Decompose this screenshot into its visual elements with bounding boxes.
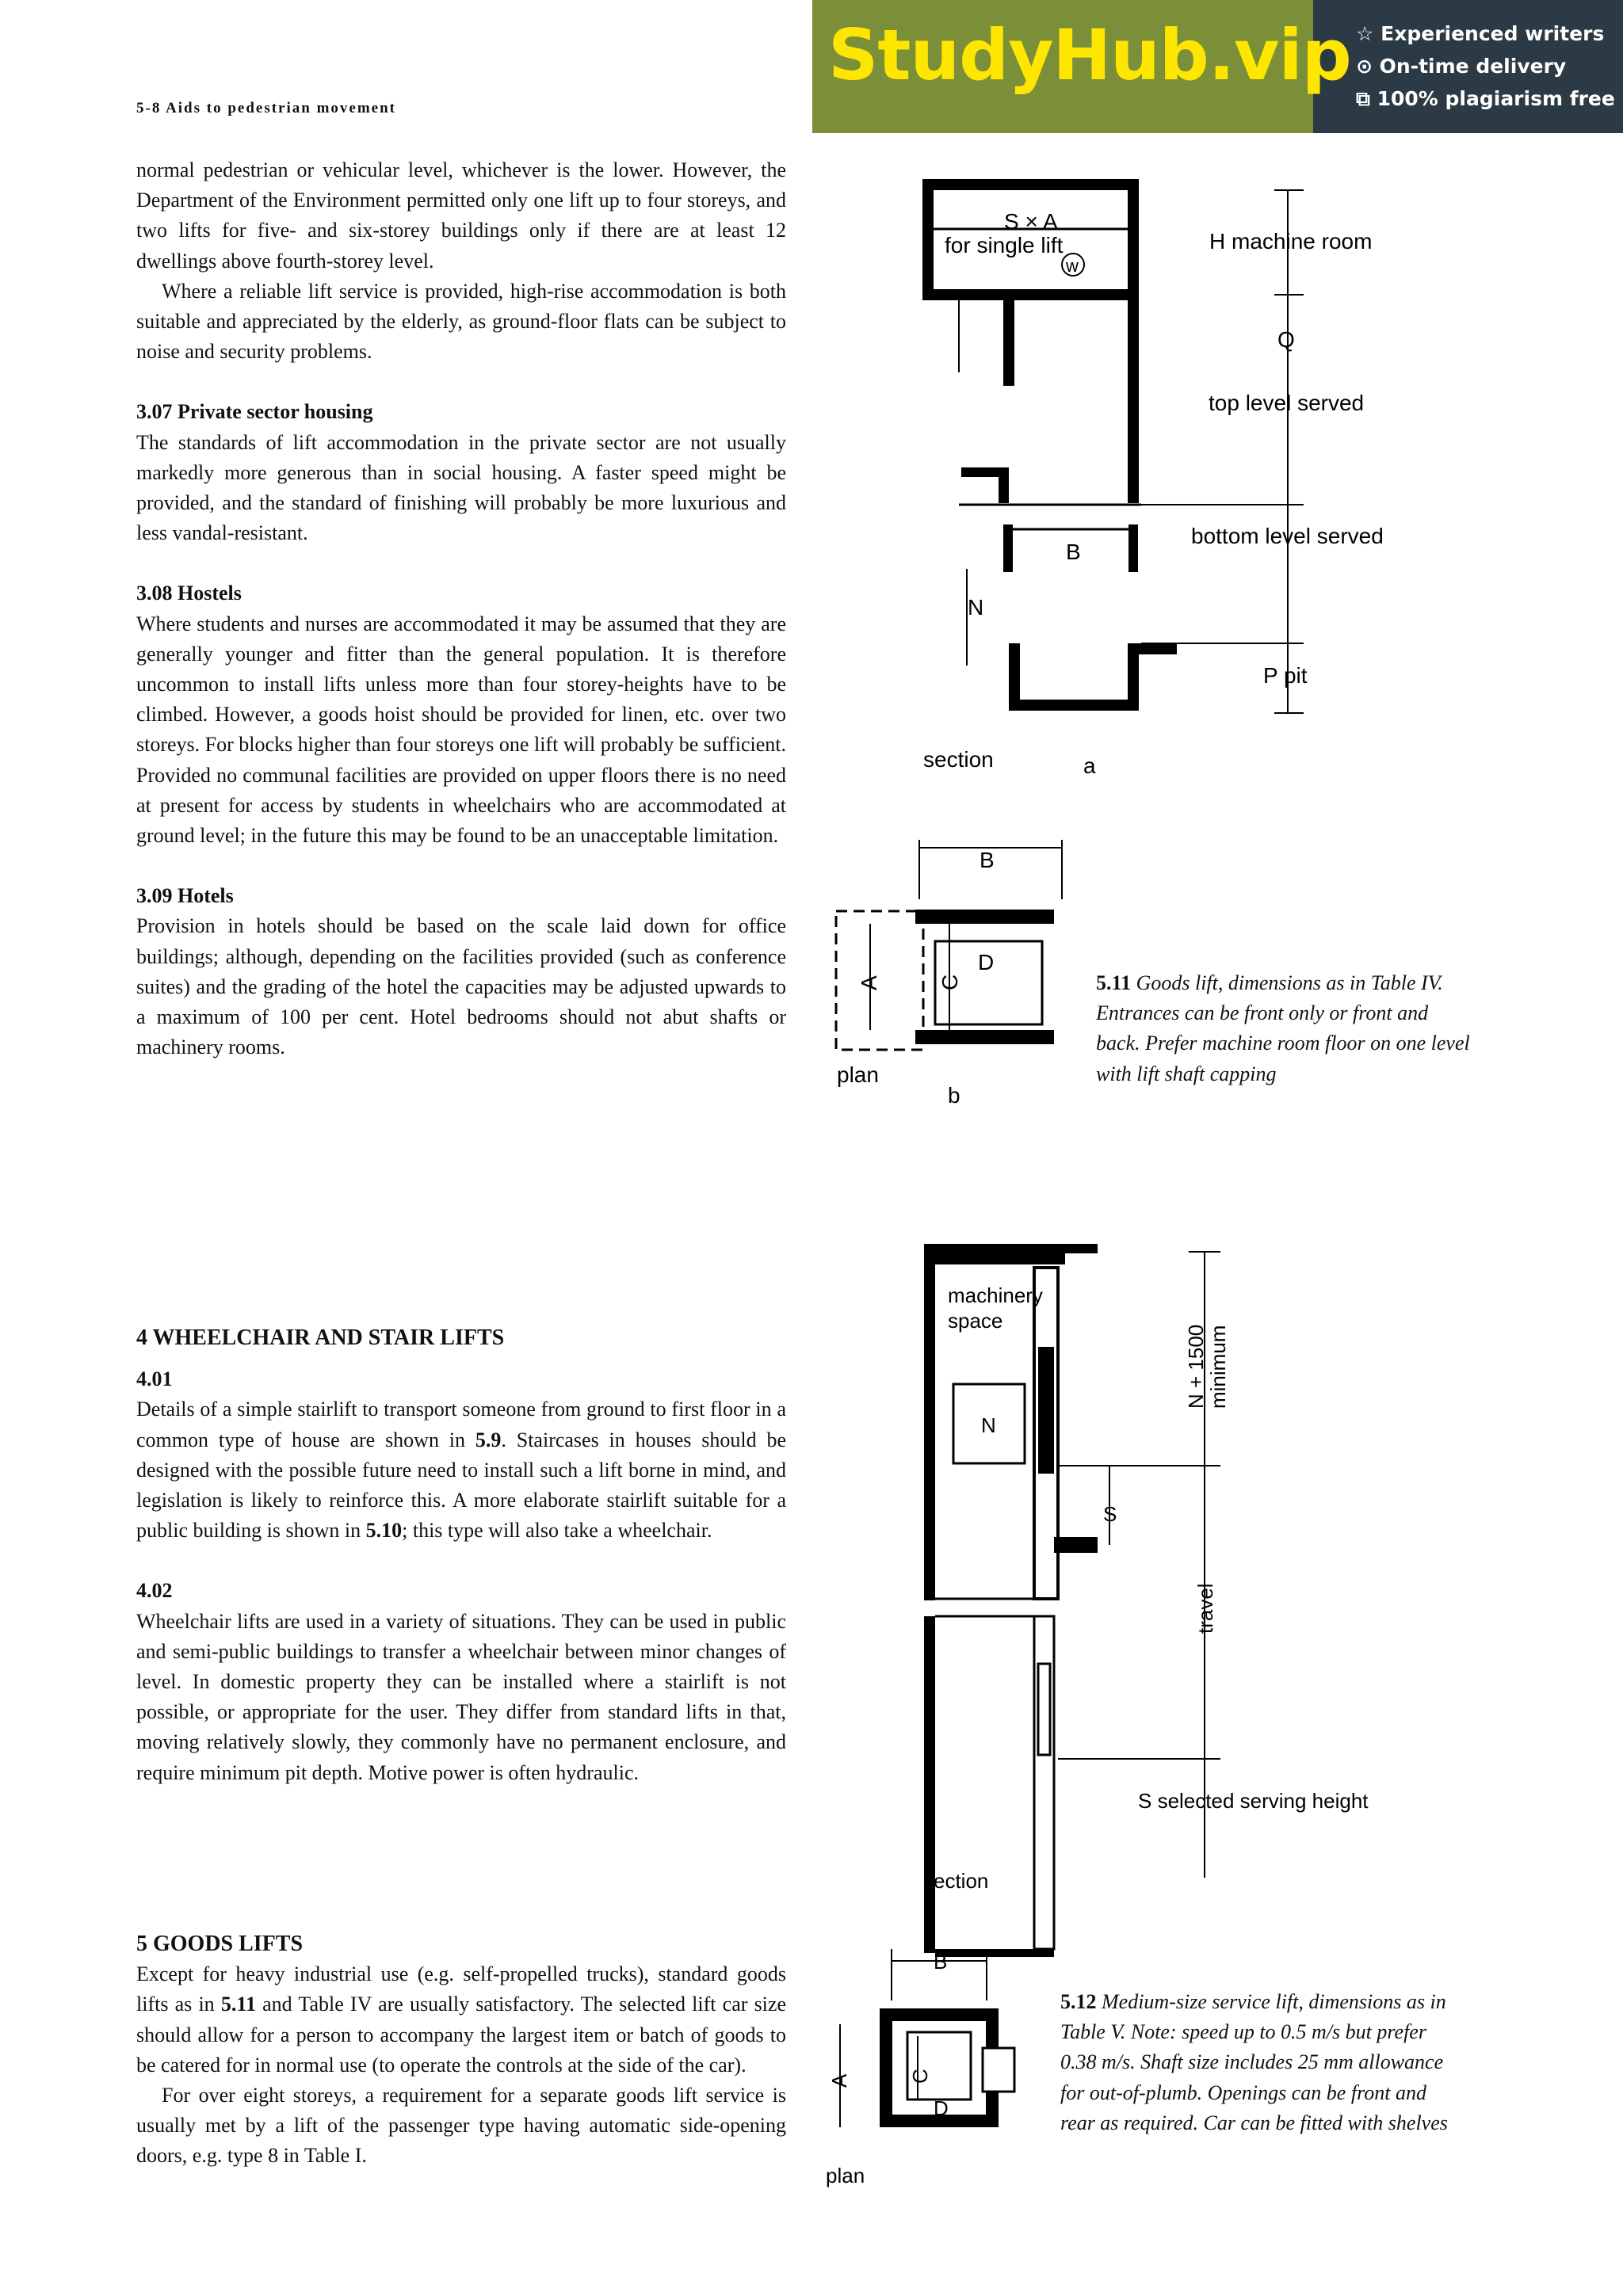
banner-feature <box>1356 87 1615 111</box>
label-s-times-a: S × A <box>1004 209 1058 234</box>
label-space: space <box>948 1309 1003 1333</box>
label-q: Q <box>1277 327 1295 352</box>
paragraph: Details of a simple stairlift to transport someone from ground to first floor in a common type of house are shown in 5.9. Staircases in houses should be designed with the possible future need to install such a lift borne in mind, and legislation is likely to reinforce this. A more elaborate stairlift suitable for a public building is shown in 5.10; this type will also take a wheelchair. <box>136 1398 786 1543</box>
heading-3-08: 3.08 Hostels <box>136 582 242 605</box>
label-plan-b: B <box>980 848 995 872</box>
label-plan-b: B <box>934 1950 948 1974</box>
label-machine-room: H machine room <box>1209 229 1373 254</box>
text-column-top <box>136 155 786 1062</box>
heading-4-01: 4.01 <box>136 1367 173 1391</box>
label-n: N <box>968 595 984 620</box>
label-plan-d: D <box>978 950 995 974</box>
clock-icon: ⊙ <box>1356 55 1373 78</box>
banner-logo[interactable]: StudyHub.vip <box>828 14 1351 96</box>
label-n: N <box>981 1413 996 1437</box>
label-s: S <box>1103 1502 1117 1526</box>
section-label: section <box>923 1869 989 1893</box>
label-plan-c: C <box>908 2069 932 2084</box>
label-pit: P pit <box>1263 663 1308 688</box>
figure-letter-b: b <box>948 1083 960 1108</box>
heading-section-5: 5 GOODS LIFTS <box>136 1932 304 1956</box>
label-travel: travel <box>1193 1583 1217 1634</box>
label-top-level: top level served <box>1209 391 1365 415</box>
promo-banner[interactable] <box>812 0 1623 133</box>
copy-icon: ⧉ <box>1356 87 1370 110</box>
figure-letter-a: a <box>1083 753 1096 778</box>
label-serving-height: S selected serving height <box>1138 1789 1369 1813</box>
text-column-section-4 <box>136 1323 786 1788</box>
label-machinery: machinery <box>948 1283 1043 1307</box>
paragraph: normal pedestrian or vehicular level, whichever is the lower. However, the Department of the Environment permitted only one lift up to four storeys, and two lifts for five- and six-storey buildings only if there are at least 12 dwellings above fourth-storey level. <box>136 158 786 273</box>
running-head: 5-8 Aids to pedestrian movement <box>136 100 396 116</box>
heading-3-07: 3.07 Private sector housing <box>136 400 373 424</box>
banner-feature-text: Experienced writers <box>1381 22 1605 45</box>
figure-5-11-caption: 5.11 Goods lift, dimensions as in Table IV. Entrances can be front only or front and back. Prefer machine room floor on one level with lift shaft capping <box>1096 971 1470 1085</box>
paragraph: Wheelchair lifts are used in a variety of situations. They can be used in public and semi-public buildings to transfer a wheelchair between minor changes of level. In domestic property they can be installed where a stairlift is not possible, or appropriate for the user. They differ from standard lifts in that, moving relatively slowly, they commonly have no permanent enclosure, and require minimum pit depth. Motive power is often hydraulic. <box>136 1609 786 1784</box>
paragraph: Where a reliable lift service is provided, high-rise accommodation is both suitable and appreciated by the elderly, as ground-floor flats can be subject to noise and security problems. <box>136 279 786 364</box>
paragraph: For over eight storeys, a requirement for a separate goods lift service is usually met by a lift of the passenger type having automatic side-opening doors, e.g. type 8 in Table I. <box>136 2084 786 2168</box>
paragraph: Where students and nurses are accommodated it may be assumed that they are generally younger and fitter than the general population. It is therefore uncommon to install lifts unless more than four storey-heights have to be climbed. However, a goods hoist should be provided for linen, etc. over two storeys. For blocks higher than four storeys one lift will probably be sufficient. Provided no communal facilities are provided on upper floors there is no need at present for access by students in wheelchairs who are accommodated at ground level; in the future this may be found to be an unacceptable limitation. <box>136 612 786 848</box>
paragraph: The standards of lift accommodation in the private sector are not usually markedly more generous than in social housing. A faster speed might be provided, and the standard of finishing will probably be more luxurious and less vandal-resistant. <box>136 430 786 545</box>
star-icon: ☆ <box>1356 22 1374 45</box>
plan-label: plan <box>826 2164 865 2187</box>
heading-section-4: 4 WHEELCHAIR AND STAIR LIFTS <box>136 1325 505 1350</box>
section-label: section <box>923 747 994 772</box>
paragraph: Except for heavy industrial use (e.g. self-propelled trucks), standard goods lifts as in 5.11 and Table IV are usually satisfactory. The selected lift car size should allow for a person to accompany the largest item or batch of goods to be catered for in normal use (to operate the controls at the side of the car). <box>136 1962 786 2077</box>
heading-4-02: 4.02 <box>136 1579 173 1603</box>
label-plan-d: D <box>934 2096 949 2120</box>
label-plan-a: A <box>857 975 881 990</box>
plan-label: plan <box>837 1062 879 1087</box>
banner-feature-text: On-time delivery <box>1379 55 1567 78</box>
paragraph: Provision in hotels should be based on the scale laid down for office buildings; although, depending on the facilities provided (such as conference suites) and the grading of the hotel the capacities may be adjusted upwards to a maximum of 100 per cent. Hotel bedrooms should not abut shafts or machinery rooms. <box>136 914 786 1059</box>
label-single-lift: for single lift <box>945 233 1064 257</box>
banner-feature-text: 100% plagiarism free <box>1377 87 1615 110</box>
label-plan-c: C <box>938 974 962 990</box>
banner-feature <box>1356 55 1566 78</box>
text-column-section-5 <box>136 1929 786 2172</box>
label-bottom-level: bottom level served <box>1191 524 1384 548</box>
label-b: B <box>1066 540 1081 564</box>
label-w: w <box>1066 256 1079 276</box>
label-n-plus-1500: N + 1500 <box>1184 1324 1208 1409</box>
label-minimum: minimum <box>1206 1325 1230 1409</box>
banner-feature <box>1356 22 1604 45</box>
heading-3-09: 3.09 Hotels <box>136 884 234 908</box>
label-plan-a: A <box>827 2073 851 2088</box>
figure-5-12-caption: 5.12 Medium-size service lift, dimensions as in Table V. Note: speed up to 0.5 m/s but prefer 0.38 m/s. Shaft size includes 25 mm allowance for out-of-plumb. Openings can be front and rear as required. Car can be fitted with shelves <box>1060 1990 1448 2134</box>
